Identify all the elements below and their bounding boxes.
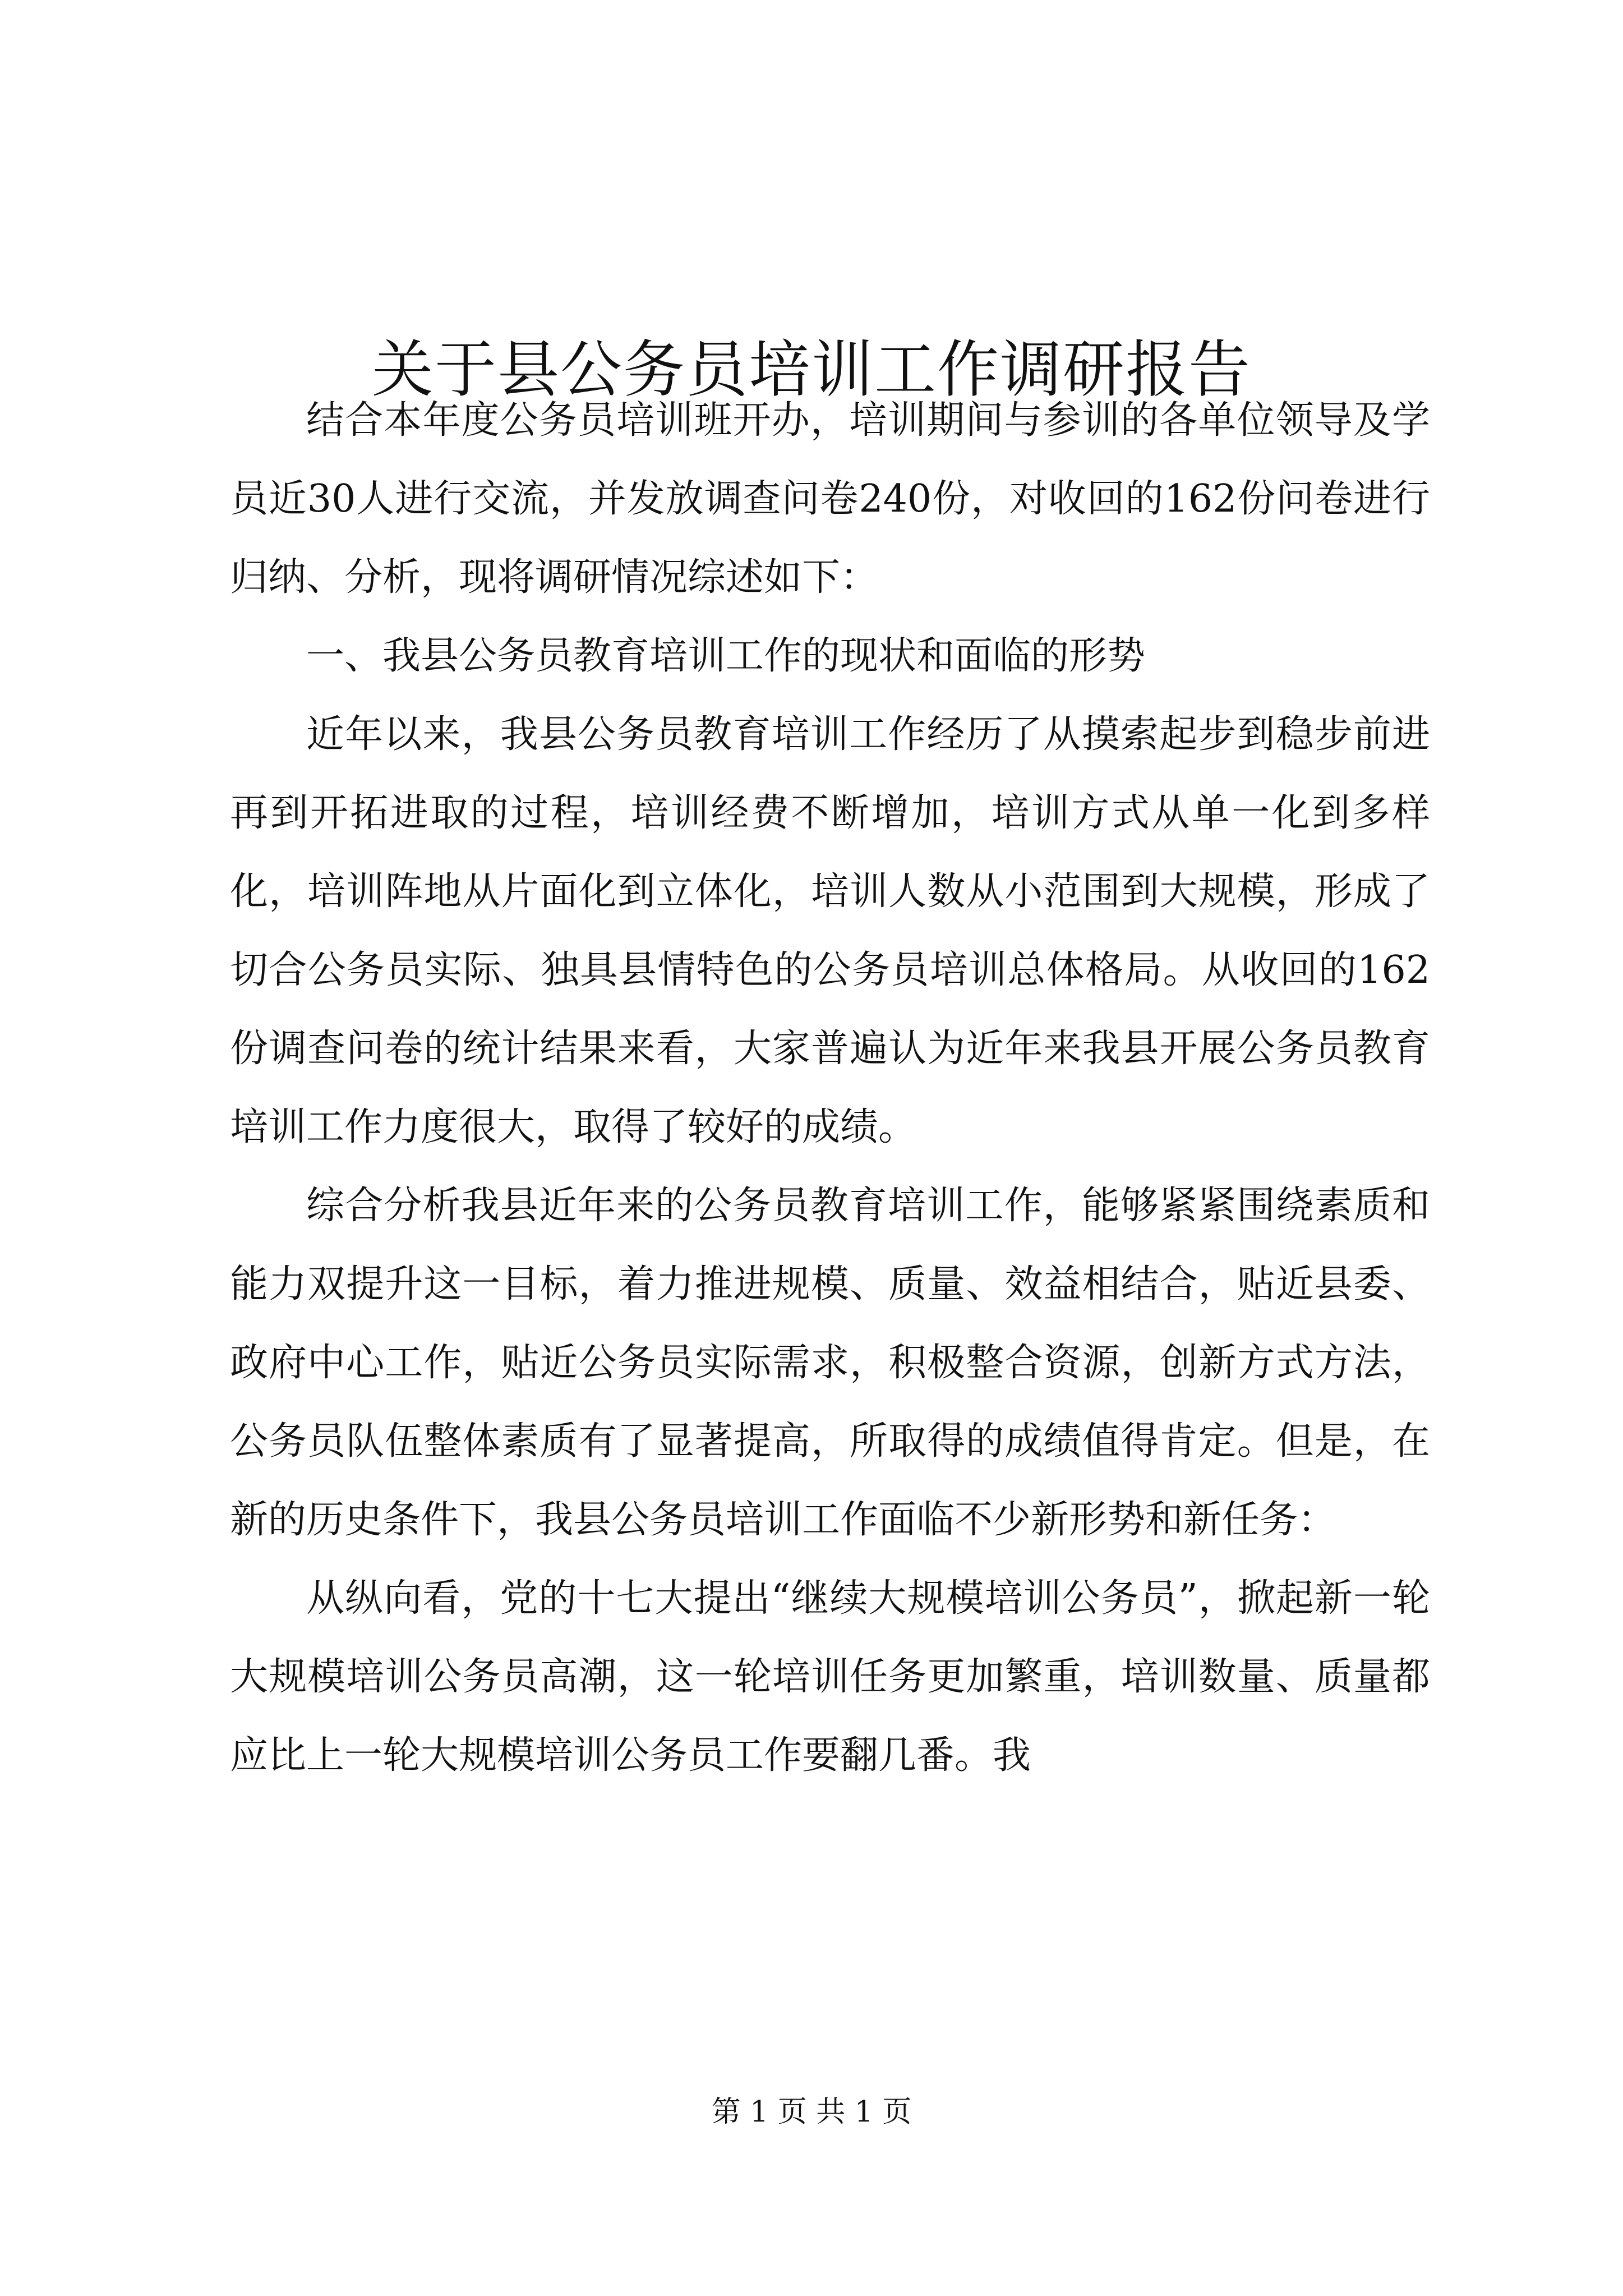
paragraph-status: 近年以来，我县公务员教育培训工作经历了从摸索起步到稳步前进再到开拓进取的过程，培训经费不断增加，培训方式从单一化到多样化，培训阵地从片面化到立体化，培训人数从小范围到大规模，形成了切合公务员实际、独具县情特色的公务员培训总体格局。从收回的162份调查问卷的统计结果来看，大家普遍认为近年来我县开展公务员教育培训工作力度很大，取得了较好的成绩。: [230, 712, 1430, 1149]
paragraph-intro: 结合本年度公务员培训班开办，培训期间与参训的各单位领导及学员近30人进行交流，并发放调查问卷240份，对收回的162份问卷进行归纳、分析，现将调研情况综述如下：: [230, 398, 1430, 600]
document-body: [230, 381, 1430, 1795]
paragraph-vertical-view: 从纵向看，党的十七大提出“继续大规模培训公务员”，掀起新一轮大规模培训公务员高潮，这一轮培训任务更加繁重，培训数量、质量都应比上一轮大规模培训公务员工作要翻几番。我: [230, 1576, 1430, 1778]
page-footer: 第 1 页 共 1 页: [711, 2095, 912, 2129]
document-title: 关于县公务员培训工作调研报告: [372, 333, 1251, 406]
section-heading-1: 一、我县公务员教育培训工作的现状和面临的形势: [306, 634, 1146, 678]
paragraph-analysis: 综合分析我县近年来的公务员教育培训工作，能够紧紧围绕素质和能力双提升这一目标，着力推进规模、质量、效益相结合，贴近县委、政府中心工作，贴近公务员实际需求，积极整合资源，创新方式方法，公务员队伍整体素质有了显著提高，所取得的成绩值得肯定。但是，在新的历史条件下，我县公务员培训工作面临不少新形势和新任务：: [230, 1184, 1430, 1542]
